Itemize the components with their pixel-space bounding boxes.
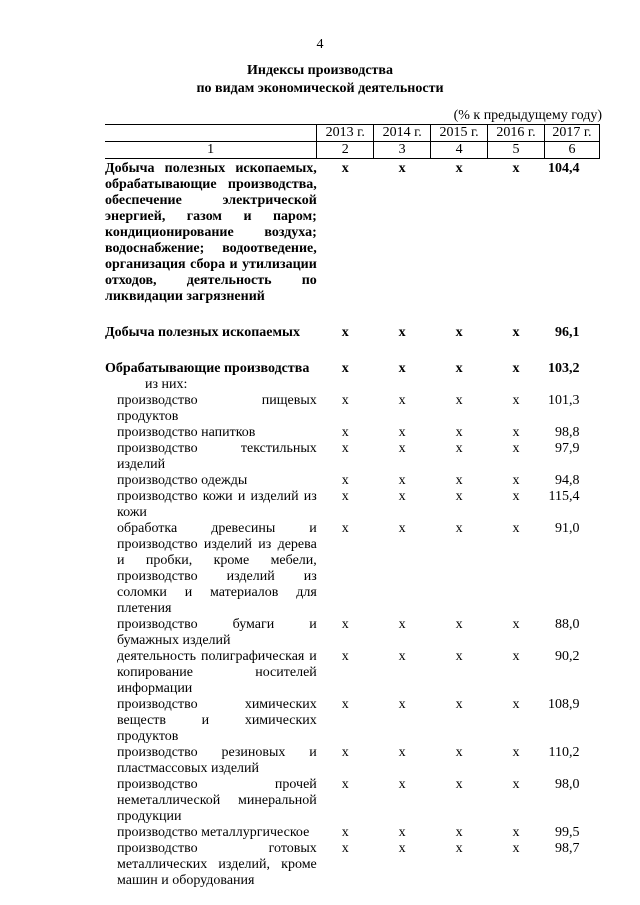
- cell-2016: х: [512, 825, 520, 840]
- cell-2013: х: [341, 473, 349, 488]
- table-row: [105, 159, 600, 306]
- cell-2014: х: [398, 521, 406, 536]
- cell-2013: х: [341, 521, 349, 536]
- cell-2015: х: [455, 441, 463, 456]
- cell-2014: х: [398, 473, 406, 488]
- row-label: обработка древесины и производство изделий из дерева и пробки, кроме мебели, производство изделий из соломки и материалов для плетения: [117, 521, 317, 616]
- row-label: производство бумаги и бумажных изделий: [117, 617, 317, 648]
- cell-2016: х: [512, 841, 520, 856]
- row-label: производство металлургическое: [117, 825, 310, 840]
- cell-2016: х: [512, 361, 520, 376]
- row-label: Добыча полезных ископаемых: [105, 325, 300, 340]
- cell-2017: 98,8: [555, 425, 580, 440]
- table-row: [105, 489, 600, 521]
- header-blank: [105, 125, 317, 142]
- table-row: [105, 473, 600, 489]
- column-number: 3: [374, 142, 431, 159]
- cell-2013: х: [341, 393, 349, 408]
- cell-2017: 91,0: [555, 521, 580, 536]
- cell-2016: х: [512, 325, 520, 340]
- column-number-row: [105, 142, 600, 159]
- cell-2014: х: [398, 393, 406, 408]
- row-label: производство текстильных изделий: [117, 441, 317, 472]
- table-row: [105, 745, 600, 777]
- cell-2015: х: [455, 777, 463, 792]
- cell-2013: х: [341, 825, 349, 840]
- cell-2013: х: [341, 489, 349, 504]
- page-number: 4: [316, 37, 324, 52]
- cell-2013: х: [341, 325, 349, 340]
- cell-2014: х: [398, 161, 406, 176]
- cell-2017: 98,0: [555, 777, 580, 792]
- row-label: производство одежды: [117, 473, 248, 488]
- column-number: 6: [544, 142, 599, 159]
- production-index-table: [105, 124, 600, 889]
- table-row: [105, 393, 600, 425]
- cell-2017: 97,9: [555, 441, 580, 456]
- cell-2014: х: [398, 425, 406, 440]
- cell-2015: х: [455, 697, 463, 712]
- cell-2016: х: [512, 521, 520, 536]
- row-label: Обрабатывающие производства: [105, 361, 310, 376]
- column-header: 2017 г.: [544, 125, 599, 142]
- cell-2016: х: [512, 393, 520, 408]
- cell-2013: х: [341, 441, 349, 456]
- row-label: производство пищевых продуктов: [117, 393, 317, 424]
- cell-2017: 94,8: [555, 473, 580, 488]
- cell-2015: х: [455, 161, 463, 176]
- cell-2015: х: [455, 825, 463, 840]
- cell-2014: х: [398, 777, 406, 792]
- cell-2013: х: [341, 649, 349, 664]
- cell-2015: х: [455, 361, 463, 376]
- title-line-1: Индексы производства: [247, 63, 393, 78]
- title-line-2: по видам экономической деятельности: [196, 81, 444, 96]
- cell-2016: х: [512, 649, 520, 664]
- table-row: [105, 361, 600, 377]
- cell-2015: х: [455, 745, 463, 760]
- cell-2013: х: [341, 697, 349, 712]
- cell-2014: х: [398, 325, 406, 340]
- cell-2015: х: [455, 473, 463, 488]
- cell-2014: х: [398, 697, 406, 712]
- cell-2014: х: [398, 361, 406, 376]
- cell-2016: х: [512, 745, 520, 760]
- row-label: производство резиновых и пластмассовых изделий: [117, 745, 317, 776]
- column-header: 2016 г.: [488, 125, 545, 142]
- table-row: [105, 825, 600, 841]
- table-row: [105, 441, 600, 473]
- page-title: [0, 62, 640, 98]
- cell-2015: х: [455, 325, 463, 340]
- cell-2013: х: [341, 841, 349, 856]
- cell-2014: х: [398, 745, 406, 760]
- table-row: [105, 841, 600, 889]
- cell-2017: 101,3: [548, 393, 580, 408]
- cell-2013: х: [341, 617, 349, 632]
- cell-2015: х: [455, 393, 463, 408]
- row-label: производство готовых металлических изделий, кроме машин и оборудования: [117, 841, 317, 888]
- column-header: 2015 г.: [431, 125, 488, 142]
- column-number: 4: [431, 142, 488, 159]
- row-label: производство химических веществ и химических продуктов: [117, 697, 317, 744]
- cell-2013: х: [341, 745, 349, 760]
- column-number: 1: [105, 142, 317, 159]
- table-row: [105, 617, 600, 649]
- header-row: [105, 125, 600, 142]
- cell-2015: х: [455, 617, 463, 632]
- cell-2017: 90,2: [555, 649, 580, 664]
- cell-2014: х: [398, 489, 406, 504]
- cell-2014: х: [398, 649, 406, 664]
- cell-2014: х: [398, 441, 406, 456]
- cell-2016: х: [512, 777, 520, 792]
- row-label: производство кожи и изделий из кожи: [117, 489, 317, 520]
- cell-2017: 110,2: [548, 745, 580, 760]
- cell-2016: х: [512, 697, 520, 712]
- column-number: 5: [488, 142, 545, 159]
- cell-2016: х: [512, 425, 520, 440]
- table-row: [105, 649, 600, 697]
- table-row: [105, 377, 600, 393]
- cell-2015: х: [455, 649, 463, 664]
- cell-2017: 115,4: [548, 489, 580, 504]
- unit-note: (% к предыдущему году): [453, 108, 602, 123]
- cell-2014: х: [398, 841, 406, 856]
- column-number: 2: [317, 142, 374, 159]
- cell-2014: х: [398, 617, 406, 632]
- cell-2016: х: [512, 161, 520, 176]
- cell-2017: 96,1: [555, 325, 580, 340]
- cell-2016: х: [512, 441, 520, 456]
- cell-2015: х: [455, 841, 463, 856]
- row-label: Добыча полезных ископаемых, обрабатывающие производства, обеспечение электрической энергией, газом и паром; кондиционирование воздуха; водоснабжение; водоотведение, организация сбора и утилизации отходов, деятельность по ликвидации загрязнений: [105, 161, 317, 304]
- cell-2017: 108,9: [548, 697, 580, 712]
- cell-2017: 104,4: [548, 161, 580, 176]
- cell-2013: х: [341, 161, 349, 176]
- row-label: производство напитков: [117, 425, 256, 440]
- cell-2014: х: [398, 825, 406, 840]
- table-row: [105, 697, 600, 745]
- cell-2015: х: [455, 521, 463, 536]
- column-header: 2013 г.: [317, 125, 374, 142]
- table-row: [105, 325, 600, 341]
- cell-2015: х: [455, 489, 463, 504]
- subheading-of-which: из них:: [145, 377, 188, 392]
- table-row: [105, 425, 600, 441]
- cell-2015: х: [455, 425, 463, 440]
- table-row: [105, 521, 600, 617]
- cell-2017: 98,7: [555, 841, 580, 856]
- cell-2013: х: [341, 361, 349, 376]
- column-header: 2014 г.: [374, 125, 431, 142]
- cell-2017: 103,2: [548, 361, 580, 376]
- row-label: деятельность полиграфическая и копирование носителей информации: [117, 649, 317, 696]
- cell-2013: х: [341, 777, 349, 792]
- table-row: [105, 777, 600, 825]
- cell-2013: х: [341, 425, 349, 440]
- cell-2016: х: [512, 617, 520, 632]
- cell-2017: 88,0: [555, 617, 580, 632]
- cell-2017: 99,5: [555, 825, 580, 840]
- cell-2016: х: [512, 473, 520, 488]
- cell-2016: х: [512, 489, 520, 504]
- row-label: производство прочей неметаллической минеральной продукции: [117, 777, 317, 824]
